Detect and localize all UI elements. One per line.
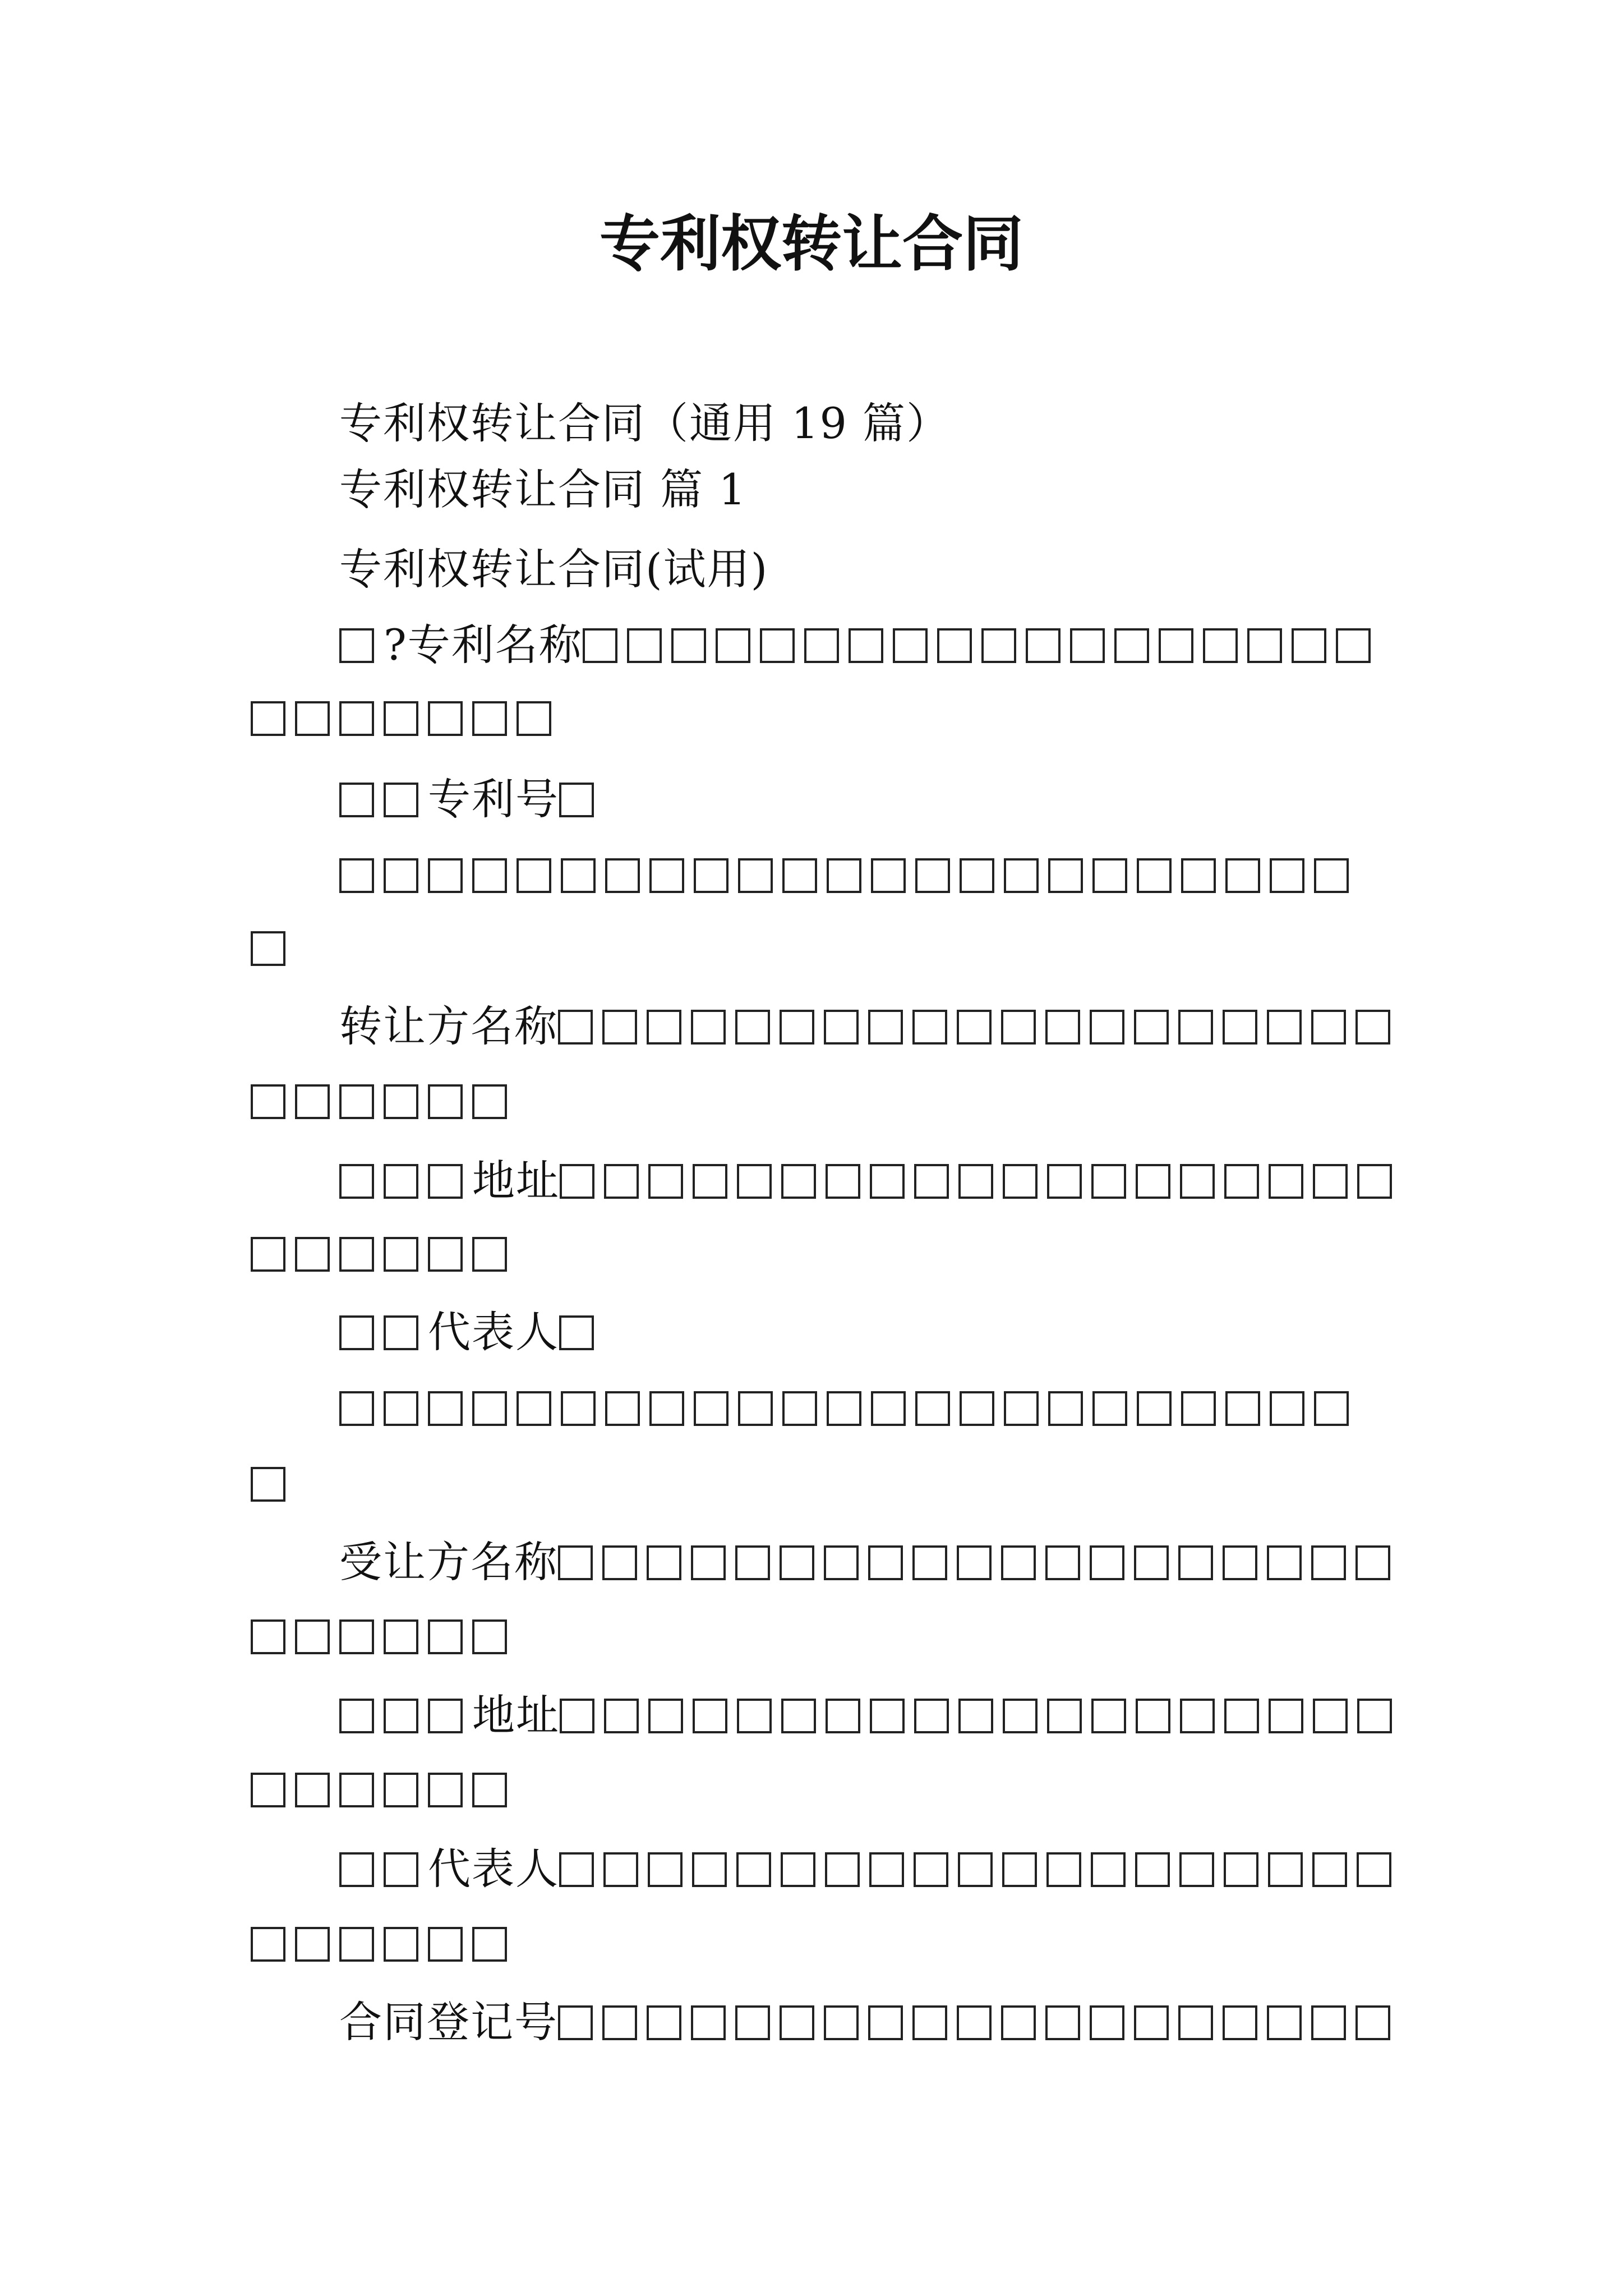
blank-box	[693, 1164, 727, 1199]
blank-box	[1026, 628, 1061, 663]
blank-boxes	[559, 1307, 603, 1357]
blank-box	[1292, 628, 1326, 663]
line-text: 专利权转让合同（通用 19 篇）	[339, 398, 951, 448]
blank-box	[251, 1773, 285, 1807]
blank-box	[605, 858, 640, 893]
blank-box	[561, 1391, 596, 1426]
field-label: ?专利名称	[384, 620, 583, 670]
blank-box	[428, 858, 463, 893]
blank-box	[827, 1391, 861, 1426]
blank-box	[868, 1545, 903, 1580]
blank-box	[1224, 1852, 1258, 1887]
blank-box	[428, 1084, 463, 1119]
patent-number-continued-line	[251, 917, 295, 979]
blank-box	[627, 628, 662, 663]
blank-box	[1357, 1164, 1392, 1199]
blank-box	[339, 701, 374, 736]
blank-box	[428, 1391, 463, 1426]
blank-box	[691, 2005, 726, 2040]
blank-boxes	[559, 1844, 1401, 1894]
blank-box	[339, 1315, 374, 1350]
blank-box	[692, 1852, 727, 1887]
blank-box	[1048, 1391, 1083, 1426]
blank-box	[384, 1699, 418, 1733]
blank-box	[1181, 1391, 1216, 1426]
blank-box	[1004, 1391, 1039, 1426]
field-label: 转让方名称	[339, 1001, 558, 1051]
blank-box	[1178, 1010, 1213, 1045]
blank-box	[1270, 858, 1304, 893]
blank-box	[827, 858, 861, 893]
blank-box	[648, 1164, 683, 1199]
blank-box	[339, 1619, 374, 1654]
blank-box	[1090, 1545, 1124, 1580]
blank-box	[1267, 2005, 1302, 2040]
blank-box	[428, 1699, 463, 1733]
blank-box	[1223, 1010, 1257, 1045]
blank-box	[605, 1391, 640, 1426]
blank-box	[1136, 1699, 1170, 1733]
blank-box	[957, 2005, 992, 2040]
blank-box	[428, 1619, 463, 1654]
blank-box	[1181, 858, 1216, 893]
blank-box	[604, 1164, 639, 1199]
blank-box	[781, 1164, 816, 1199]
blank-box	[649, 858, 684, 893]
blank-box	[384, 1852, 418, 1887]
blank-box	[472, 1391, 507, 1426]
blank-box	[691, 1010, 726, 1045]
blank-box	[871, 1391, 906, 1426]
blank-box	[716, 628, 750, 663]
blank-box	[1136, 1164, 1170, 1199]
blank-box	[602, 1010, 637, 1045]
blank-box	[339, 1391, 374, 1426]
blank-box	[560, 1164, 594, 1199]
blank-box	[295, 1084, 330, 1119]
blank-box	[1336, 628, 1371, 663]
blank-box	[648, 1852, 683, 1887]
blank-box	[1092, 1391, 1127, 1426]
blank-box	[1313, 1164, 1348, 1199]
blank-box	[428, 1927, 463, 1962]
blank-boxes	[339, 1383, 1358, 1433]
blank-box	[1159, 628, 1193, 663]
blank-box	[915, 1391, 950, 1426]
blank-boxes	[339, 850, 1358, 900]
blank-box	[604, 1699, 639, 1733]
contract-name-line	[339, 539, 768, 600]
blank-box	[1070, 628, 1105, 663]
blank-box	[738, 1391, 773, 1426]
blank-box	[251, 1927, 285, 1962]
blank-box	[384, 1084, 418, 1119]
blank-box	[958, 1164, 993, 1199]
blank-box	[735, 2005, 770, 2040]
blank-box	[957, 1545, 992, 1580]
blank-box	[517, 1391, 551, 1426]
blank-box	[1355, 1545, 1390, 1580]
blank-box	[472, 858, 507, 893]
blank-box	[1137, 858, 1172, 893]
blank-box	[1114, 628, 1149, 663]
blank-box	[1314, 1391, 1349, 1426]
blank-box	[981, 628, 1016, 663]
blank-box	[339, 628, 374, 663]
blank-box	[1090, 2005, 1124, 2040]
blank-box	[1314, 858, 1349, 893]
blank-box	[384, 1315, 418, 1350]
blank-box	[1355, 2005, 1390, 2040]
blank-boxes	[339, 620, 384, 670]
blank-box	[1091, 1164, 1126, 1199]
blank-box	[384, 858, 418, 893]
blank-box	[428, 1237, 463, 1272]
field-label: 地址	[472, 1690, 560, 1740]
transferee-representative-continued-line	[251, 1913, 517, 1975]
blank-box	[782, 1391, 817, 1426]
blank-box	[472, 1927, 507, 1962]
blank-box	[735, 1010, 770, 1045]
blank-box	[691, 1545, 726, 1580]
blank-box	[826, 1699, 860, 1733]
blank-box	[824, 2005, 859, 2040]
blank-box	[339, 1773, 374, 1807]
blank-box	[295, 1237, 330, 1272]
blank-box	[737, 1164, 772, 1199]
blank-box	[384, 1619, 418, 1654]
blank-box	[760, 628, 795, 663]
blank-box	[339, 1084, 374, 1119]
blank-box	[295, 701, 330, 736]
blank-box	[339, 1699, 374, 1733]
blank-box	[339, 783, 374, 817]
blank-box	[251, 701, 285, 736]
blank-box	[602, 2005, 637, 2040]
blank-box	[1313, 1699, 1348, 1733]
blank-box	[914, 1852, 948, 1887]
blank-boxes	[339, 1690, 472, 1740]
blank-box	[1178, 1545, 1213, 1580]
blank-box	[1224, 1699, 1259, 1733]
blank-box	[1045, 1545, 1080, 1580]
field-label: 专利号	[428, 774, 559, 824]
blank-box	[251, 1084, 285, 1119]
blank-box	[1090, 1010, 1124, 1045]
blank-box	[1357, 1699, 1392, 1733]
blank-box	[1269, 1699, 1303, 1733]
blank-box	[339, 1927, 374, 1962]
blank-box	[602, 1545, 637, 1580]
blank-box	[1003, 1164, 1038, 1199]
transferor-address-continued-line	[251, 1223, 517, 1285]
blank-box	[1134, 1010, 1169, 1045]
blank-boxes	[558, 1001, 1400, 1051]
blank-boxes	[251, 1764, 517, 1814]
blank-boxes	[251, 1611, 517, 1661]
blank-boxes	[560, 1156, 1401, 1205]
blank-box	[1311, 1010, 1346, 1045]
blank-box	[1001, 2005, 1036, 2040]
patent-number-blank-line	[339, 844, 1358, 906]
blank-box	[295, 1619, 330, 1654]
blank-boxes	[339, 1307, 428, 1357]
blank-box	[472, 1773, 507, 1807]
blank-boxes	[251, 1076, 517, 1126]
blank-box	[384, 701, 418, 736]
field-label: 代表人	[428, 1307, 559, 1357]
blank-boxes	[251, 923, 295, 973]
blank-box	[960, 1391, 994, 1426]
document-title: 专利权转让合同	[599, 209, 1023, 279]
blank-box	[1203, 628, 1238, 663]
blank-box	[958, 1699, 993, 1733]
blank-box	[912, 2005, 947, 2040]
blank-boxes	[559, 774, 603, 824]
blank-box	[914, 1164, 949, 1199]
blank-box	[824, 1545, 859, 1580]
blank-box	[937, 628, 972, 663]
blank-boxes	[339, 774, 428, 824]
blank-box	[472, 1084, 507, 1119]
patent-name-continued-line	[251, 687, 561, 749]
line-text: 专利权转让合同 篇 1	[339, 464, 747, 514]
blank-box	[339, 858, 374, 893]
blank-box	[868, 2005, 903, 2040]
blank-box	[339, 1852, 374, 1887]
blank-box	[893, 628, 928, 663]
blank-boxes	[560, 1690, 1401, 1740]
blank-box	[738, 858, 773, 893]
blank-box	[1047, 1699, 1082, 1733]
blank-box	[1180, 1164, 1215, 1199]
blank-box	[560, 1699, 594, 1733]
blank-box	[781, 1852, 815, 1887]
blank-box	[1180, 1699, 1215, 1733]
blank-box	[1247, 628, 1282, 663]
blank-box	[960, 858, 994, 893]
blank-box	[558, 1010, 593, 1045]
blank-box	[780, 1010, 814, 1045]
blank-box	[1091, 1699, 1126, 1733]
blank-box	[804, 628, 839, 663]
blank-box	[251, 1467, 285, 1502]
blank-box	[1355, 1010, 1390, 1045]
blank-box	[958, 1852, 993, 1887]
field-label: 代表人	[428, 1844, 559, 1894]
blank-box	[849, 628, 883, 663]
blank-boxes	[339, 1156, 472, 1205]
transferee-name-continued-line	[251, 1605, 517, 1667]
blank-box	[1225, 858, 1260, 893]
blank-box	[295, 1927, 330, 1962]
blank-box	[869, 1852, 904, 1887]
transferee-name-line	[339, 1531, 1400, 1593]
blank-box	[735, 1545, 770, 1580]
blank-box	[384, 783, 418, 817]
subtitle-line	[339, 393, 950, 454]
blank-box	[251, 1237, 285, 1272]
transferee-representative-line	[339, 1838, 1401, 1900]
blank-box	[558, 2005, 593, 2040]
blank-box	[826, 1164, 860, 1199]
transferor-name-continued-line	[251, 1070, 517, 1132]
patent-name-line	[339, 614, 1380, 676]
blank-box	[1269, 1164, 1303, 1199]
blank-box	[384, 1237, 418, 1272]
blank-box	[868, 1010, 903, 1045]
blank-box	[912, 1545, 947, 1580]
patent-number-line	[339, 769, 603, 830]
blank-box	[1357, 1852, 1391, 1887]
blank-box	[1135, 1852, 1170, 1887]
blank-box	[603, 1852, 638, 1887]
blank-boxes	[251, 1918, 517, 1968]
blank-box	[1223, 1545, 1257, 1580]
blank-box	[871, 858, 906, 893]
blank-box	[782, 858, 817, 893]
blank-box	[694, 1391, 728, 1426]
blank-box	[428, 1164, 463, 1199]
blank-boxes	[558, 1537, 1400, 1587]
blank-box	[957, 1010, 992, 1045]
blank-box	[384, 1927, 418, 1962]
blank-box	[870, 1164, 905, 1199]
blank-box	[558, 1545, 593, 1580]
blank-box	[1178, 2005, 1213, 2040]
blank-box	[472, 1619, 507, 1654]
field-label: 合同登记号	[339, 1997, 558, 2047]
blank-box	[583, 628, 617, 663]
blank-box	[1267, 1545, 1302, 1580]
field-label: 受让方名称	[339, 1537, 558, 1587]
blank-boxes	[583, 620, 1380, 670]
blank-box	[1002, 1852, 1037, 1887]
blank-box	[825, 1852, 860, 1887]
blank-box	[870, 1699, 905, 1733]
blank-box	[384, 1773, 418, 1807]
blank-box	[1134, 1545, 1169, 1580]
blank-box	[559, 1852, 594, 1887]
blank-boxes	[251, 1228, 517, 1278]
blank-box	[1134, 2005, 1169, 2040]
blank-box	[295, 1773, 330, 1807]
blank-box	[694, 858, 728, 893]
blank-box	[781, 1699, 816, 1733]
blank-box	[649, 1391, 684, 1426]
transferor-representative-continued-line	[251, 1453, 295, 1515]
blank-box	[1268, 1852, 1303, 1887]
field-label: 地址	[472, 1156, 560, 1205]
blank-box	[647, 1010, 681, 1045]
blank-box	[1046, 1852, 1081, 1887]
blank-boxes	[251, 1458, 295, 1508]
blank-box	[559, 1315, 594, 1350]
blank-box	[915, 858, 950, 893]
blank-boxes	[339, 1844, 428, 1894]
blank-box	[472, 1237, 507, 1272]
blank-box	[1267, 1010, 1302, 1045]
blank-box	[559, 783, 594, 817]
blank-box	[1003, 1699, 1038, 1733]
blank-box	[1001, 1545, 1036, 1580]
blank-box	[1045, 2005, 1080, 2040]
blank-box	[428, 1773, 463, 1807]
blank-box	[251, 931, 285, 966]
blank-box	[561, 858, 596, 893]
blank-box	[384, 1164, 418, 1199]
transferor-representative-blank-line	[339, 1377, 1358, 1439]
blank-box	[1092, 858, 1127, 893]
line-text: 专利权转让合同(试用)	[339, 544, 769, 594]
blank-box	[384, 1391, 418, 1426]
blank-box	[1225, 1391, 1260, 1426]
blank-boxes	[251, 693, 561, 743]
transferor-representative-line	[339, 1301, 603, 1363]
blank-box	[1001, 1010, 1036, 1045]
blank-box	[780, 1545, 814, 1580]
transferee-address-line	[339, 1685, 1401, 1746]
contract-registration-number-line	[339, 1991, 1400, 2053]
blank-box	[693, 1699, 727, 1733]
blank-box	[339, 1237, 374, 1272]
blank-box	[824, 1010, 859, 1045]
blank-box	[737, 1699, 772, 1733]
blank-box	[1312, 1852, 1347, 1887]
blank-box	[1047, 1164, 1082, 1199]
blank-box	[1091, 1852, 1126, 1887]
blank-box	[517, 858, 551, 893]
blank-box	[1048, 858, 1083, 893]
blank-box	[339, 1164, 374, 1199]
blank-box	[736, 1852, 771, 1887]
section-heading-line	[339, 459, 747, 521]
blank-boxes	[558, 1997, 1400, 2047]
transferor-address-line	[339, 1150, 1401, 1212]
blank-box	[428, 701, 463, 736]
blank-box	[1137, 1391, 1172, 1426]
blank-box	[648, 1699, 683, 1733]
blank-box	[1004, 858, 1039, 893]
blank-box	[517, 701, 551, 736]
blank-box	[1311, 2005, 1346, 2040]
blank-box	[780, 2005, 814, 2040]
blank-box	[1179, 1852, 1214, 1887]
transferee-address-continued-line	[251, 1759, 517, 1820]
blank-box	[472, 701, 507, 736]
blank-box	[647, 2005, 681, 2040]
blank-box	[1224, 1164, 1259, 1199]
blank-box	[1045, 1010, 1080, 1045]
blank-box	[1223, 2005, 1257, 2040]
blank-box	[1270, 1391, 1304, 1426]
blank-box	[671, 628, 706, 663]
blank-box	[647, 1545, 681, 1580]
blank-box	[914, 1699, 949, 1733]
blank-box	[1311, 1545, 1346, 1580]
transferor-name-line	[339, 996, 1400, 1057]
blank-box	[251, 1619, 285, 1654]
blank-box	[912, 1010, 947, 1045]
